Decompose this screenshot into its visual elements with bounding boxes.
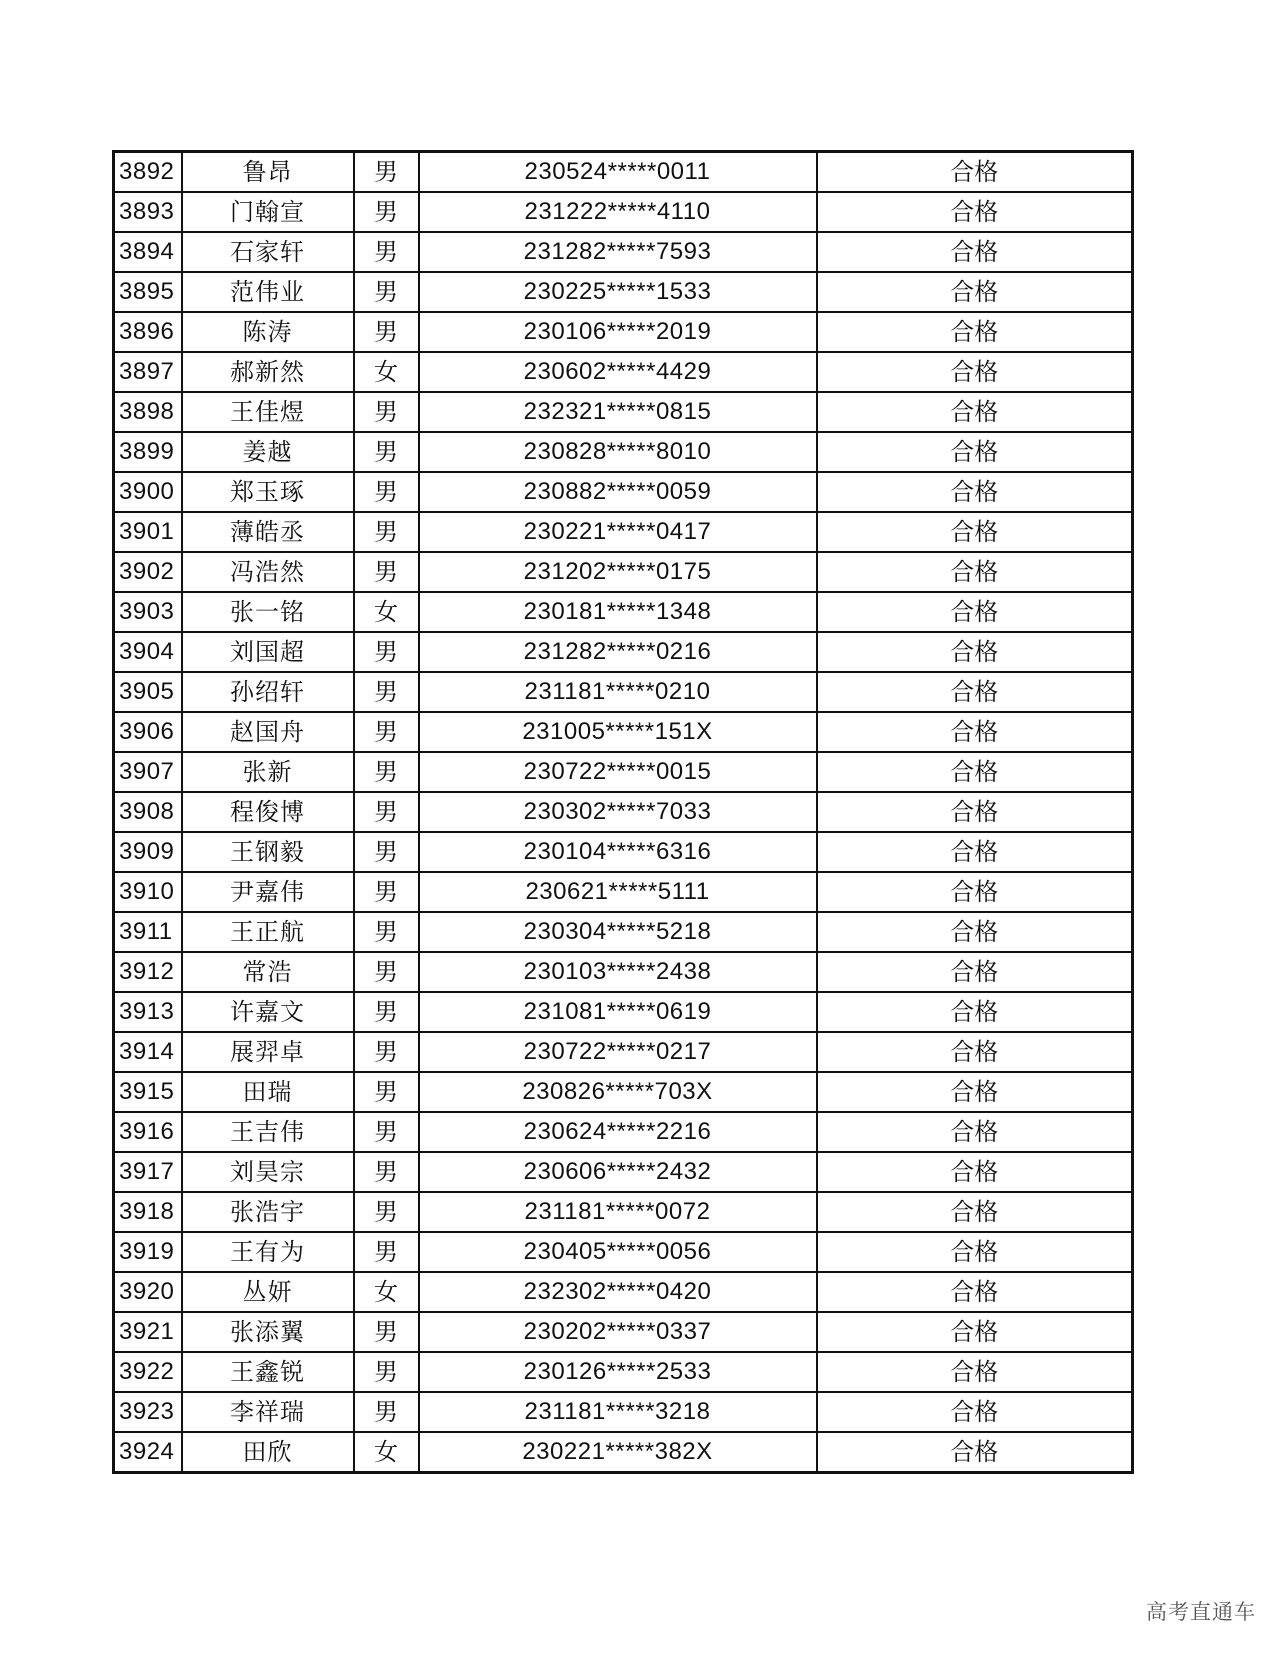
gender-cell: 男 — [354, 1232, 419, 1272]
table-row — [114, 1032, 1133, 1072]
row-number-cell: 3913 — [114, 992, 182, 1032]
row-number-cell: 3914 — [114, 1032, 182, 1072]
gender-cell: 男 — [354, 672, 419, 712]
gender-cell: 男 — [354, 832, 419, 872]
table-row — [114, 752, 1133, 792]
name-cell: 程俊博 — [182, 792, 354, 832]
id-number-cell: 230106*****2019 — [419, 312, 817, 352]
name-cell: 张一铭 — [182, 592, 354, 632]
row-number-cell: 3906 — [114, 712, 182, 752]
id-number-cell: 231282*****0216 — [419, 632, 817, 672]
gender-cell: 女 — [354, 1432, 419, 1473]
name-cell: 丛妍 — [182, 1272, 354, 1312]
result-cell: 合格 — [817, 1192, 1133, 1232]
row-number-cell: 3924 — [114, 1432, 182, 1473]
table-row — [114, 992, 1133, 1032]
result-cell: 合格 — [817, 312, 1133, 352]
gender-cell: 女 — [354, 1272, 419, 1312]
roster-body — [114, 152, 1133, 1473]
row-number-cell: 3921 — [114, 1312, 182, 1352]
id-number-cell: 230828*****8010 — [419, 432, 817, 472]
table-row — [114, 1312, 1133, 1352]
name-cell: 石家轩 — [182, 232, 354, 272]
table-row — [114, 272, 1133, 312]
table-row — [114, 872, 1133, 912]
id-number-cell: 230304*****5218 — [419, 912, 817, 952]
gender-cell: 男 — [354, 152, 419, 193]
gender-cell: 男 — [354, 312, 419, 352]
row-number-cell: 3902 — [114, 552, 182, 592]
id-number-cell: 231181*****3218 — [419, 1392, 817, 1432]
id-number-cell: 231222*****4110 — [419, 192, 817, 232]
gender-cell: 男 — [354, 392, 419, 432]
table-row — [114, 632, 1133, 672]
table-row — [114, 152, 1133, 193]
gender-cell: 男 — [354, 912, 419, 952]
name-cell: 鲁昂 — [182, 152, 354, 193]
result-cell: 合格 — [817, 1392, 1133, 1432]
name-cell: 王有为 — [182, 1232, 354, 1272]
table-row — [114, 1152, 1133, 1192]
result-cell: 合格 — [817, 1352, 1133, 1392]
id-number-cell: 230602*****4429 — [419, 352, 817, 392]
id-number-cell: 231005*****151X — [419, 712, 817, 752]
result-cell: 合格 — [817, 1072, 1133, 1112]
id-number-cell: 230221*****0417 — [419, 512, 817, 552]
result-cell: 合格 — [817, 152, 1133, 193]
gender-cell: 男 — [354, 1312, 419, 1352]
id-number-cell: 231081*****0619 — [419, 992, 817, 1032]
row-number-cell: 3917 — [114, 1152, 182, 1192]
row-number-cell: 3915 — [114, 1072, 182, 1112]
row-number-cell: 3923 — [114, 1392, 182, 1432]
name-cell: 王鑫锐 — [182, 1352, 354, 1392]
gender-cell: 男 — [354, 552, 419, 592]
id-number-cell: 231181*****0072 — [419, 1192, 817, 1232]
result-cell: 合格 — [817, 712, 1133, 752]
id-number-cell: 232321*****0815 — [419, 392, 817, 432]
result-cell: 合格 — [817, 832, 1133, 872]
name-cell: 郝新然 — [182, 352, 354, 392]
gender-cell: 女 — [354, 352, 419, 392]
result-cell: 合格 — [817, 192, 1133, 232]
name-cell: 门翰宣 — [182, 192, 354, 232]
id-number-cell: 230524*****0011 — [419, 152, 817, 193]
gender-cell: 男 — [354, 992, 419, 1032]
id-number-cell: 231282*****7593 — [419, 232, 817, 272]
gender-cell: 男 — [354, 792, 419, 832]
name-cell: 张浩宇 — [182, 1192, 354, 1232]
result-cell: 合格 — [817, 912, 1133, 952]
id-number-cell: 230103*****2438 — [419, 952, 817, 992]
result-cell: 合格 — [817, 552, 1133, 592]
name-cell: 薄皓丞 — [182, 512, 354, 552]
gender-cell: 女 — [354, 592, 419, 632]
name-cell: 田瑞 — [182, 1072, 354, 1112]
table-row — [114, 192, 1133, 232]
id-number-cell: 231181*****0210 — [419, 672, 817, 712]
table-row — [114, 1112, 1133, 1152]
name-cell: 王钢毅 — [182, 832, 354, 872]
table-row — [114, 1232, 1133, 1272]
row-number-cell: 3894 — [114, 232, 182, 272]
result-cell: 合格 — [817, 512, 1133, 552]
result-cell: 合格 — [817, 1232, 1133, 1272]
gender-cell: 男 — [354, 752, 419, 792]
name-cell: 王吉伟 — [182, 1112, 354, 1152]
row-number-cell: 3897 — [114, 352, 182, 392]
row-number-cell: 3903 — [114, 592, 182, 632]
table-row — [114, 1432, 1133, 1473]
table-row — [114, 952, 1133, 992]
result-cell: 合格 — [817, 432, 1133, 472]
row-number-cell: 3910 — [114, 872, 182, 912]
gender-cell: 男 — [354, 512, 419, 552]
row-number-cell: 3916 — [114, 1112, 182, 1152]
row-number-cell: 3901 — [114, 512, 182, 552]
result-cell: 合格 — [817, 1152, 1133, 1192]
result-cell: 合格 — [817, 1032, 1133, 1072]
result-cell: 合格 — [817, 232, 1133, 272]
result-cell: 合格 — [817, 1272, 1133, 1312]
gender-cell: 男 — [354, 232, 419, 272]
row-number-cell: 3893 — [114, 192, 182, 232]
result-cell: 合格 — [817, 272, 1133, 312]
row-number-cell: 3919 — [114, 1232, 182, 1272]
name-cell: 赵国舟 — [182, 712, 354, 752]
result-cell: 合格 — [817, 1432, 1133, 1473]
name-cell: 姜越 — [182, 432, 354, 472]
id-number-cell: 232302*****0420 — [419, 1272, 817, 1312]
row-number-cell: 3892 — [114, 152, 182, 193]
name-cell: 冯浩然 — [182, 552, 354, 592]
row-number-cell: 3911 — [114, 912, 182, 952]
table-row — [114, 592, 1133, 632]
table-row — [114, 352, 1133, 392]
id-number-cell: 230221*****382X — [419, 1432, 817, 1473]
gender-cell: 男 — [354, 272, 419, 312]
table-row — [114, 1192, 1133, 1232]
table-row — [114, 312, 1133, 352]
table-row — [114, 1392, 1133, 1432]
name-cell: 张添翼 — [182, 1312, 354, 1352]
name-cell: 常浩 — [182, 952, 354, 992]
table-row — [114, 792, 1133, 832]
result-cell: 合格 — [817, 1312, 1133, 1352]
row-number-cell: 3922 — [114, 1352, 182, 1392]
name-cell: 许嘉文 — [182, 992, 354, 1032]
row-number-cell: 3895 — [114, 272, 182, 312]
id-number-cell: 230225*****1533 — [419, 272, 817, 312]
result-cell: 合格 — [817, 992, 1133, 1032]
gender-cell: 男 — [354, 632, 419, 672]
table-row — [114, 432, 1133, 472]
row-number-cell: 3898 — [114, 392, 182, 432]
table-row — [114, 512, 1133, 552]
name-cell: 张新 — [182, 752, 354, 792]
gender-cell: 男 — [354, 1112, 419, 1152]
id-number-cell: 230722*****0015 — [419, 752, 817, 792]
gender-cell: 男 — [354, 432, 419, 472]
gender-cell: 男 — [354, 952, 419, 992]
result-cell: 合格 — [817, 872, 1133, 912]
row-number-cell: 3900 — [114, 472, 182, 512]
result-cell: 合格 — [817, 472, 1133, 512]
table-row — [114, 712, 1133, 752]
id-number-cell: 231202*****0175 — [419, 552, 817, 592]
result-cell: 合格 — [817, 632, 1133, 672]
id-number-cell: 230202*****0337 — [419, 1312, 817, 1352]
gender-cell: 男 — [354, 472, 419, 512]
row-number-cell: 3920 — [114, 1272, 182, 1312]
id-number-cell: 230606*****2432 — [419, 1152, 817, 1192]
id-number-cell: 230302*****7033 — [419, 792, 817, 832]
table-row — [114, 1352, 1133, 1392]
row-number-cell: 3896 — [114, 312, 182, 352]
row-number-cell: 3908 — [114, 792, 182, 832]
id-number-cell: 230405*****0056 — [419, 1232, 817, 1272]
result-cell: 合格 — [817, 352, 1133, 392]
gender-cell: 男 — [354, 1392, 419, 1432]
id-number-cell: 230126*****2533 — [419, 1352, 817, 1392]
row-number-cell: 3909 — [114, 832, 182, 872]
name-cell: 刘国超 — [182, 632, 354, 672]
gender-cell: 男 — [354, 1032, 419, 1072]
roster-table — [112, 150, 1134, 1474]
name-cell: 范伟业 — [182, 272, 354, 312]
table-row — [114, 912, 1133, 952]
result-cell: 合格 — [817, 752, 1133, 792]
gender-cell: 男 — [354, 1192, 419, 1232]
name-cell: 展羿卓 — [182, 1032, 354, 1072]
id-number-cell: 230621*****5111 — [419, 872, 817, 912]
result-cell: 合格 — [817, 952, 1133, 992]
gender-cell: 男 — [354, 712, 419, 752]
result-cell: 合格 — [817, 592, 1133, 632]
watermark-text: 高考直通车 — [1146, 1600, 1256, 1624]
id-number-cell: 230181*****1348 — [419, 592, 817, 632]
table-row — [114, 1072, 1133, 1112]
id-number-cell: 230624*****2216 — [419, 1112, 817, 1152]
name-cell: 尹嘉伟 — [182, 872, 354, 912]
gender-cell: 男 — [354, 1152, 419, 1192]
id-number-cell: 230826*****703X — [419, 1072, 817, 1112]
table-row — [114, 232, 1133, 272]
id-number-cell: 230722*****0217 — [419, 1032, 817, 1072]
name-cell: 李祥瑞 — [182, 1392, 354, 1432]
table-row — [114, 392, 1133, 432]
table-row — [114, 832, 1133, 872]
name-cell: 王佳煜 — [182, 392, 354, 432]
table-row — [114, 1272, 1133, 1312]
name-cell: 陈涛 — [182, 312, 354, 352]
gender-cell: 男 — [354, 1352, 419, 1392]
id-number-cell: 230104*****6316 — [419, 832, 817, 872]
gender-cell: 男 — [354, 192, 419, 232]
table-row — [114, 552, 1133, 592]
id-number-cell: 230882*****0059 — [419, 472, 817, 512]
row-number-cell: 3912 — [114, 952, 182, 992]
result-cell: 合格 — [817, 1112, 1133, 1152]
name-cell: 王正航 — [182, 912, 354, 952]
name-cell: 郑玉琢 — [182, 472, 354, 512]
row-number-cell: 3905 — [114, 672, 182, 712]
row-number-cell: 3918 — [114, 1192, 182, 1232]
result-cell: 合格 — [817, 792, 1133, 832]
result-cell: 合格 — [817, 672, 1133, 712]
row-number-cell: 3907 — [114, 752, 182, 792]
result-cell: 合格 — [817, 392, 1133, 432]
gender-cell: 男 — [354, 872, 419, 912]
table-row — [114, 472, 1133, 512]
table-row — [114, 672, 1133, 712]
gender-cell: 男 — [354, 1072, 419, 1112]
row-number-cell: 3899 — [114, 432, 182, 472]
name-cell: 刘昊宗 — [182, 1152, 354, 1192]
row-number-cell: 3904 — [114, 632, 182, 672]
name-cell: 孙绍轩 — [182, 672, 354, 712]
name-cell: 田欣 — [182, 1432, 354, 1473]
